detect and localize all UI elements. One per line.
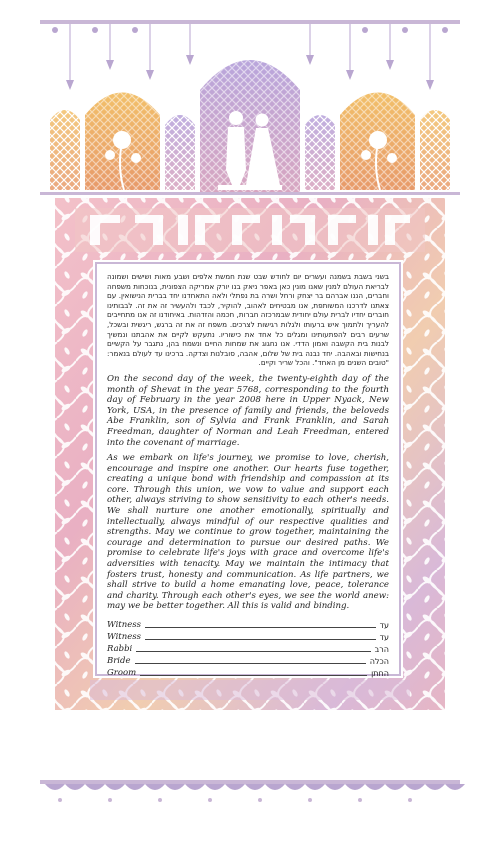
- hebrew-banner: [75, 208, 425, 252]
- signature-label: Groom: [107, 668, 137, 678]
- signature-line: [107, 666, 389, 678]
- signature-line: [107, 654, 389, 666]
- signature-hebrew-label: החתן: [371, 669, 389, 678]
- signature-hebrew-label: הכלה: [369, 657, 389, 666]
- english-text: [107, 374, 389, 612]
- signature-label: Rabbi: [107, 644, 133, 654]
- signature-rule: [145, 627, 376, 628]
- signature-rule: [140, 675, 367, 676]
- signature-hebrew-label: הרב: [374, 645, 389, 654]
- signature-line: [107, 630, 389, 642]
- signature-hebrew-label: עד: [379, 633, 389, 642]
- signature-hebrew-label: עד: [379, 621, 389, 630]
- signature-label: Witness: [107, 620, 141, 630]
- signature-rule: [136, 651, 370, 652]
- hebrew-text: בשני בשבת בשמנה ועשרים יום לחודש שבט שנת חמשת אלפים ושבע מאות ושישים ושמונה לבריאת העולם למנין שאנו מונין כאן באפר ניאק בנו יורק אמריקה הצפונית, בנוכחות משפחה וחברים, הננו אברהם בר יצחק ורחל ושרה בת נפתלי ולאה התאחדנו יחד בברית הנישואין. עם צאתנו לדרכנו המשותפת, אנו מבטיחים לאהוב, להוקיר, לכבד ולהעשיר זה את זה. לבבותינו חוברים יחדיו לברית עולם יחודית שבמרכזה חברות, חכמה והזדהות. באיחודנו זה אנו מתחייבים להעריך ולתמוך איש ברעותו ולגלות רגישות לצרכים. משפח זה את זה ברגש, ריגשית ובשכל, שרעים רבים להפתעותינו ומגלים כל אחד את כישוריו. נתעקש לקיים את אהבתנו ונמשיך לבנות בית הקשבה ואמון הדדי. אנו נחגוג את שמחות החיים ונשמח בהן, נתגבר על הקשיים בנחישות ובאהבה. יחד נבנה בית של שלום, אהבה, סובלנות וצדקה. ברכינו עד לעולם בנאמר: "טובים השנים מן האחד". והכל שריר וקיים.: [107, 272, 389, 368]
- signature-rule: [135, 663, 366, 664]
- signature-line: [107, 618, 389, 630]
- signature-line: [107, 642, 389, 654]
- english-paragraph-2: As we embark on life's journey, we promise to love, cherish, encourage and inspire one another. Our hearts fuse together, creating a unique bond with friendship and compassion at its core. Through this union, we vow to value and support each other, always striving to show sensitivity to each other's needs. We shall nurture one another emotionally, spiritually and intellectually, always mindful of our respective qualities and strengths. May we continue to grow together, maintaining the courage and determination to pursue our desired paths. We promise to celebrate life's joys with grace and overcome life's adversities with tenacity. May we maintain the intimacy that fosters trust, honesty and communication. As life partners, we shall strive to build a home emanating love, peace, tolerance and charity. Through each other's eyes, we see the world anew: may we be better together. All this is valid and binding.: [107, 453, 389, 612]
- signature-label: Witness: [107, 632, 141, 642]
- english-paragraph-1: On the second day of the week, the twenty-eighth day of the month of Shevat in the year 5768, corresponding to the fourth day of February in the year 2008 here in Upper Nyack, New York, USA, in the presence of family and friends, the beloveds Abe Franklin, son of Sylvia and Frank Franklin, and Sarah Freedman, daughter of Norman and Leah Freedman, entered into the covenant of marriage.: [107, 373, 389, 448]
- signature-block: [107, 618, 389, 678]
- bottom-border: [40, 780, 465, 802]
- signature-label: Bride: [107, 656, 131, 666]
- text-panel: [97, 264, 399, 678]
- signature-rule: [145, 639, 376, 640]
